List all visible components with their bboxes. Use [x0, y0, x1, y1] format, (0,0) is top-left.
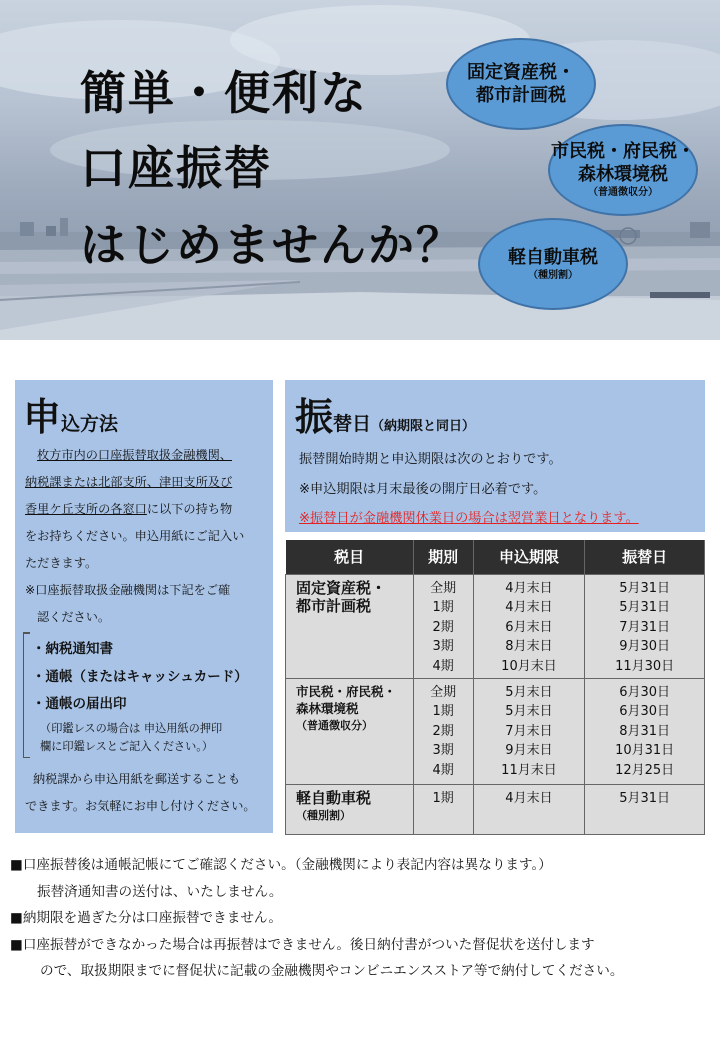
required-item: ・納税通知書 — [32, 641, 113, 657]
deadline: 4月末日 — [505, 600, 553, 615]
deadline: 9月末日 — [505, 743, 553, 758]
badge-label: 市民税・府民税・ — [551, 141, 695, 162]
underlined-text: 枚方市内の口座振替取扱金融機関、 — [37, 448, 232, 462]
application-method-body — [25, 442, 270, 631]
tax-name: 固定資産税・ — [296, 578, 387, 597]
transfer-date: 6月30日 — [619, 704, 671, 719]
deadline-cell — [473, 784, 585, 834]
hero-banner — [0, 0, 720, 340]
transfer-date: 6月30日 — [619, 684, 671, 700]
body-line: ※口座振替取扱金融機関は下記をご確 — [25, 583, 231, 597]
holiday-warning: ※振替日が金融機関休業日の場合は翌営業日となります。 — [299, 511, 639, 526]
footer-notes — [10, 852, 715, 985]
application-method-panel — [15, 380, 273, 833]
required-item: ・通帳の届出印 — [32, 696, 127, 712]
tax-name-cell — [286, 784, 414, 834]
body-line — [25, 496, 270, 523]
table-row — [286, 574, 705, 678]
period: 3期 — [432, 639, 454, 654]
deadline: 5月末日 — [505, 684, 553, 700]
transfer-date-cell — [585, 678, 705, 784]
deadline-cell — [473, 574, 585, 678]
badge-label: 固定資産税・ — [467, 62, 575, 83]
body-line: ただきます。 — [25, 556, 98, 570]
table-row — [286, 678, 705, 784]
required-items-list — [23, 632, 263, 758]
badge-label: 都市計画税 — [476, 85, 566, 106]
table-header-row — [286, 540, 705, 574]
transfer-date: 5月31日 — [619, 580, 671, 596]
transfer-date: 9月30日 — [619, 639, 671, 654]
tax-name-sub: （種別割） — [296, 808, 351, 822]
deadline-cell — [473, 678, 585, 784]
transfer-date: 12月25日 — [615, 762, 675, 778]
note-line: ■口座振替後は通帳記帳にてご確認ください。（金融機関により表記内容は異なります。） — [10, 857, 552, 873]
tax-name: 軽自動車税 — [296, 788, 372, 807]
transfer-date-heading — [295, 386, 475, 441]
note-line: 振替済通知書の送付は、いたしません。 — [37, 883, 283, 900]
table-row — [286, 784, 705, 834]
body-line: 認ください。 — [37, 610, 111, 624]
transfer-date: 11月30日 — [615, 658, 675, 674]
hero-title-line-1: 簡単・便利な — [80, 66, 368, 120]
body-line: をお持ちください。申込用紙にご記入い — [25, 529, 245, 543]
tax-name: 森林環境税 — [296, 700, 359, 716]
tax-name-sub: （普通徴収分） — [296, 718, 373, 732]
heading-initial: 申 — [23, 395, 62, 439]
heading-rest: 替日 — [333, 413, 372, 435]
badge-resident-tax — [548, 124, 698, 216]
period: 全期 — [430, 580, 457, 596]
heading-rest: 込方法 — [61, 413, 119, 435]
header-deadline: 申込期限 — [473, 540, 585, 574]
seal-note-line: （印鑑レスの場合は 申込用紙の押印 — [40, 722, 223, 735]
mail-note-line: 納税課から申込用紙を郵送することも — [33, 772, 241, 786]
period: 4期 — [432, 658, 454, 674]
deadline: 4月末日 — [505, 580, 553, 596]
mail-note — [25, 766, 256, 820]
period: 4期 — [432, 762, 454, 778]
transfer-date: 8月31日 — [619, 723, 671, 739]
badge-fixed-asset-tax — [446, 38, 596, 130]
header-transfer-date: 振替日 — [585, 540, 705, 574]
hero-title-line-2: 口座振替 — [80, 141, 272, 195]
badge-sublabel: （種別割） — [528, 269, 578, 281]
deadline: 5月末日 — [505, 704, 553, 719]
transfer-date-cell — [585, 784, 705, 834]
tax-name-cell — [286, 574, 414, 678]
header-tax-type: 税目 — [286, 540, 414, 574]
heading-initial: 振 — [295, 395, 334, 439]
period: 2期 — [432, 723, 454, 739]
transfer-info-line: 振替開始時期と申込期限は次のとおりです。 — [299, 452, 562, 467]
transfer-date: 10月31日 — [615, 743, 675, 758]
underlined-text: 香里ケ丘支所の各窓口 — [25, 502, 147, 516]
period: 1期 — [432, 704, 454, 719]
transfer-date: 7月31日 — [619, 619, 671, 635]
transfer-date-cell — [585, 574, 705, 678]
note-line: ので、取扱期限までに督促状に記載の金融機関やコンビニエンスストア等で納付してください。 — [40, 963, 624, 979]
period-cell — [413, 784, 473, 834]
period: 1期 — [432, 790, 454, 806]
deadline: 7月末日 — [505, 723, 553, 739]
transfer-date: 5月31日 — [619, 790, 671, 806]
application-method-heading — [23, 386, 118, 441]
heading-sub: （納期限と同日） — [371, 419, 476, 434]
period: 1期 — [432, 600, 454, 615]
tax-name-cell — [286, 678, 414, 784]
underlined-text: 納税課または北部支所、津田支所及び — [25, 475, 233, 489]
deadline: 8月末日 — [505, 639, 553, 654]
tax-name: 市民税・府民税・ — [296, 683, 397, 699]
badge-sublabel: （普通徴収分） — [588, 187, 658, 198]
deadline-note: ※申込期限は月末最後の開庁日必着です。 — [299, 482, 547, 497]
badge-label: 森林環境税 — [578, 164, 668, 185]
badge-light-vehicle-tax — [478, 218, 628, 310]
deadline: 6月末日 — [505, 619, 553, 635]
mail-note-line: できます。お気軽にお申し付けください。 — [25, 799, 256, 813]
note-line: ■納期限を過ぎた分は口座振替できません。 — [10, 910, 282, 926]
tax-name: 都市計画税 — [296, 596, 372, 615]
badge-label: 軽自動車税 — [508, 246, 598, 268]
transfer-date-panel — [285, 380, 705, 532]
required-item: ・通帳（またはキャッシュカード） — [32, 669, 248, 685]
transfer-date: 5月31日 — [619, 600, 671, 615]
period: 2期 — [432, 619, 454, 635]
transfer-schedule-table — [285, 540, 705, 835]
header-period: 期別 — [413, 540, 473, 574]
body-text: に以下の持ち物 — [146, 502, 233, 516]
seal-note-line: 欄に印鑑レスとご記入ください。） — [40, 740, 214, 753]
period: 3期 — [432, 743, 454, 758]
deadline: 10月末日 — [501, 658, 557, 674]
hero-title-line-3: はじめませんか？ — [80, 218, 464, 272]
note-line: ■口座振替ができなかった場合は再振替はできません。後日納付書がついた督促状を送付します — [10, 936, 595, 953]
period-cell — [413, 574, 473, 678]
deadline: 11月末日 — [501, 762, 557, 778]
period-cell — [413, 678, 473, 784]
seal-note — [40, 720, 222, 756]
deadline: 4月末日 — [505, 790, 553, 806]
period: 全期 — [430, 684, 457, 700]
